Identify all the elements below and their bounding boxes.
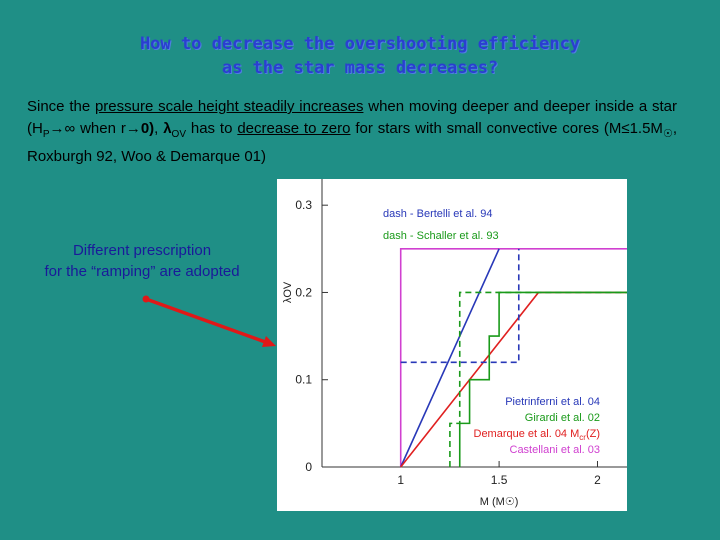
body-text-6: for stars with small convective cores (M [350, 120, 622, 137]
side-note-line-1: Different prescription [72, 242, 212, 259]
overshooting-chart [277, 179, 627, 511]
x-axis-label: M (M☉) [479, 496, 519, 508]
legend-entry: Pietrinferni et al. 04 [505, 396, 600, 408]
legend-top-entry: dash - Schaller et al. 93 [383, 230, 499, 242]
y-tick-label: 0.1 [295, 372, 312, 387]
arrow-line [146, 299, 268, 343]
y-axis-label: λOV [282, 281, 294, 304]
title-line-1: How to decrease the overshooting efficiency [139, 34, 581, 54]
body-underline-1: pressure scale height steadily increases [94, 98, 364, 115]
series-line [460, 292, 627, 467]
body-text-4: , [154, 120, 164, 137]
x-tick-label: 1.5 [490, 473, 508, 487]
legend-top-entry: dash - Bertelli et al. 94 [383, 208, 493, 220]
x-tick-label: 2 [594, 473, 601, 487]
sun-symbol: ☉ [662, 128, 673, 140]
title-line-2: as the star mass decreases? [221, 58, 499, 78]
body-text-1: Since the [27, 98, 95, 115]
y-tick-label: 0.3 [295, 198, 312, 213]
lambda-symbol: λ [163, 120, 172, 137]
legend-entry: Demarque et al. 04 $M_{cr}(Z)$ [473, 428, 600, 442]
body-text-2: when moving deeper and deeper inside a star (H [27, 98, 677, 137]
legend-entry: Girardi et al. 02 [524, 412, 600, 424]
x-tick-label: 1 [397, 473, 405, 487]
arrow-zero: →0) [125, 120, 155, 137]
body-text-7: 1.5M [629, 120, 663, 137]
arrow-head [262, 336, 276, 347]
ov-subscript: OV [171, 129, 186, 140]
arrow-tail-dot [143, 296, 150, 303]
leq-symbol: ≤ [621, 120, 630, 137]
hp-subscript: P [42, 129, 50, 140]
body-text-8: , Roxburgh 92, Woo & Demarque 01) [27, 120, 677, 165]
body-text-5: has to [186, 120, 238, 137]
y-tick-label: 0.2 [295, 285, 312, 300]
side-note-line-2: for the “ramping” are adopted [44, 263, 240, 280]
body-underline-2: decrease to zero [237, 120, 351, 137]
y-tick-label: 0 [305, 460, 312, 474]
legend-suffix: (Z) [585, 428, 600, 440]
legend-entry: Castellani et al. 03 [509, 444, 600, 456]
plot-panel [277, 179, 627, 511]
arrow-infinity: →∞ [49, 120, 76, 137]
legend-subscript: cr [579, 433, 586, 442]
series-line [401, 292, 627, 467]
body-text-3: when r [75, 120, 126, 137]
